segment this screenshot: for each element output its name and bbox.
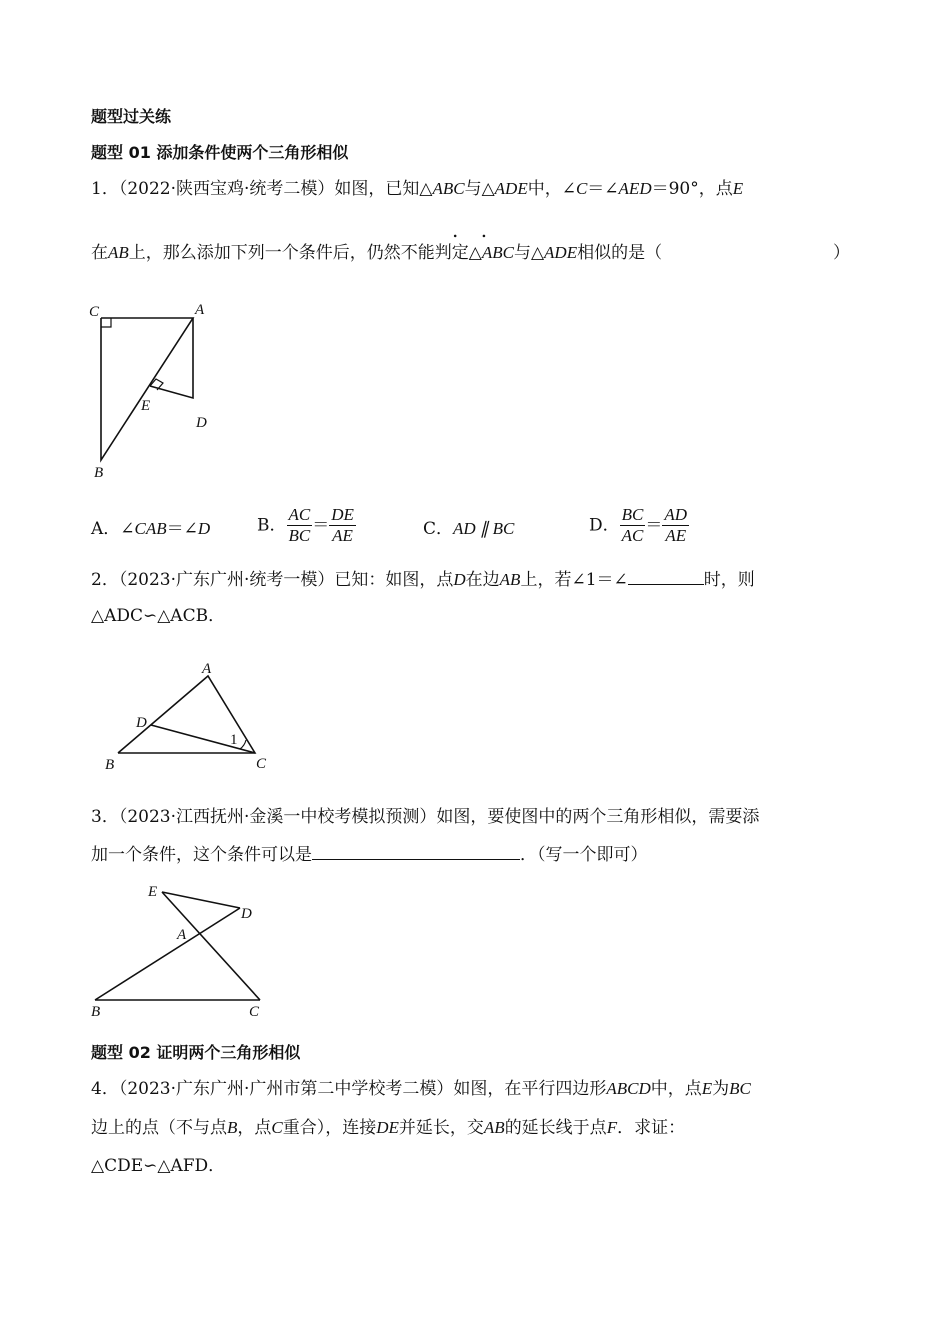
triangle-ade bbox=[150, 318, 193, 398]
q2-line2: △ADC∽△ACB． bbox=[91, 606, 226, 626]
label-e-3: E bbox=[148, 884, 158, 900]
q4-line3: △CDE∽△AFD． bbox=[91, 1156, 226, 1176]
q1-line1: 1．（2022·陕西宝鸡·统考二模）如图，已知△ABC与△ADE中，∠C＝∠AED＝90°，点E bbox=[91, 179, 744, 199]
q4-line1: 4．（2023·广东广州·广州市第二中学校考二模）如图，在平行四边形ABCD中，点E为BC bbox=[91, 1079, 751, 1099]
segment-dc bbox=[151, 725, 255, 753]
label-a-2: A bbox=[202, 661, 212, 677]
option-a: A．∠CAB＝∠D bbox=[91, 519, 211, 539]
label-b-2: B bbox=[105, 757, 115, 773]
q2-answer-blank[interactable] bbox=[628, 568, 704, 585]
label-d-3: D bbox=[241, 906, 252, 922]
q2-figure bbox=[100, 658, 280, 773]
q1-line2: 在AB上，那么添加下列一个条件后，仍然不能判定△ABC与△ADE相似的是（ bbox=[91, 243, 663, 263]
emphasis-dots: . . bbox=[452, 218, 496, 242]
triangle-abc bbox=[101, 318, 193, 460]
q1-paren-close: ） bbox=[833, 243, 850, 263]
option-c: C．AD ∥ BC bbox=[423, 519, 515, 539]
label-d: D bbox=[196, 415, 207, 431]
option-b: B． $\frac{AC}{BC}$ ＝ $\frac{DE}{AE}$ bbox=[257, 505, 354, 545]
type01-title: 题型 01 添加条件使两个三角形相似 bbox=[91, 143, 349, 162]
section-title: 题型过关练 bbox=[91, 107, 172, 126]
label-c: C bbox=[89, 304, 100, 320]
label-a: A bbox=[195, 302, 205, 318]
label-c-3: C bbox=[249, 1004, 260, 1020]
label-a-3: A bbox=[177, 927, 187, 943]
label-b-3: B bbox=[91, 1004, 101, 1020]
q3-line1: 3．（2023·江西抚州·金溪一中校考模拟预测）如图，要使图中的两个三角形相似，需要添 bbox=[91, 807, 760, 827]
q1-figure bbox=[85, 298, 225, 483]
q4-line2: 边上的点（不与点B，点C重合），连接DE并延长，交AB的延长线于点F．求证： bbox=[91, 1118, 686, 1138]
q3-answer-blank[interactable] bbox=[312, 843, 520, 860]
label-c-2: C bbox=[256, 756, 267, 772]
q2-line1: 2．（2023·广东广州·统考一模）已知：如图，点D在边AB上，若∠1＝∠ 时，则 bbox=[91, 570, 755, 590]
right-angle-c bbox=[101, 318, 111, 327]
angle-1-arc bbox=[240, 740, 246, 749]
type02-title: 题型 02 证明两个三角形相似 bbox=[91, 1043, 301, 1062]
label-e: E bbox=[141, 398, 151, 414]
label-b: B bbox=[94, 465, 104, 481]
label-angle-1: 1 bbox=[230, 732, 238, 748]
q3-figure bbox=[85, 878, 265, 1023]
q3-line2: 加一个条件，这个条件可以是 ．（写一个即可） bbox=[91, 845, 648, 865]
option-d: D． $\frac{BC}{AC}$ ＝ $\frac{AD}{AE}$ bbox=[589, 505, 688, 545]
label-d-2: D bbox=[136, 715, 147, 731]
